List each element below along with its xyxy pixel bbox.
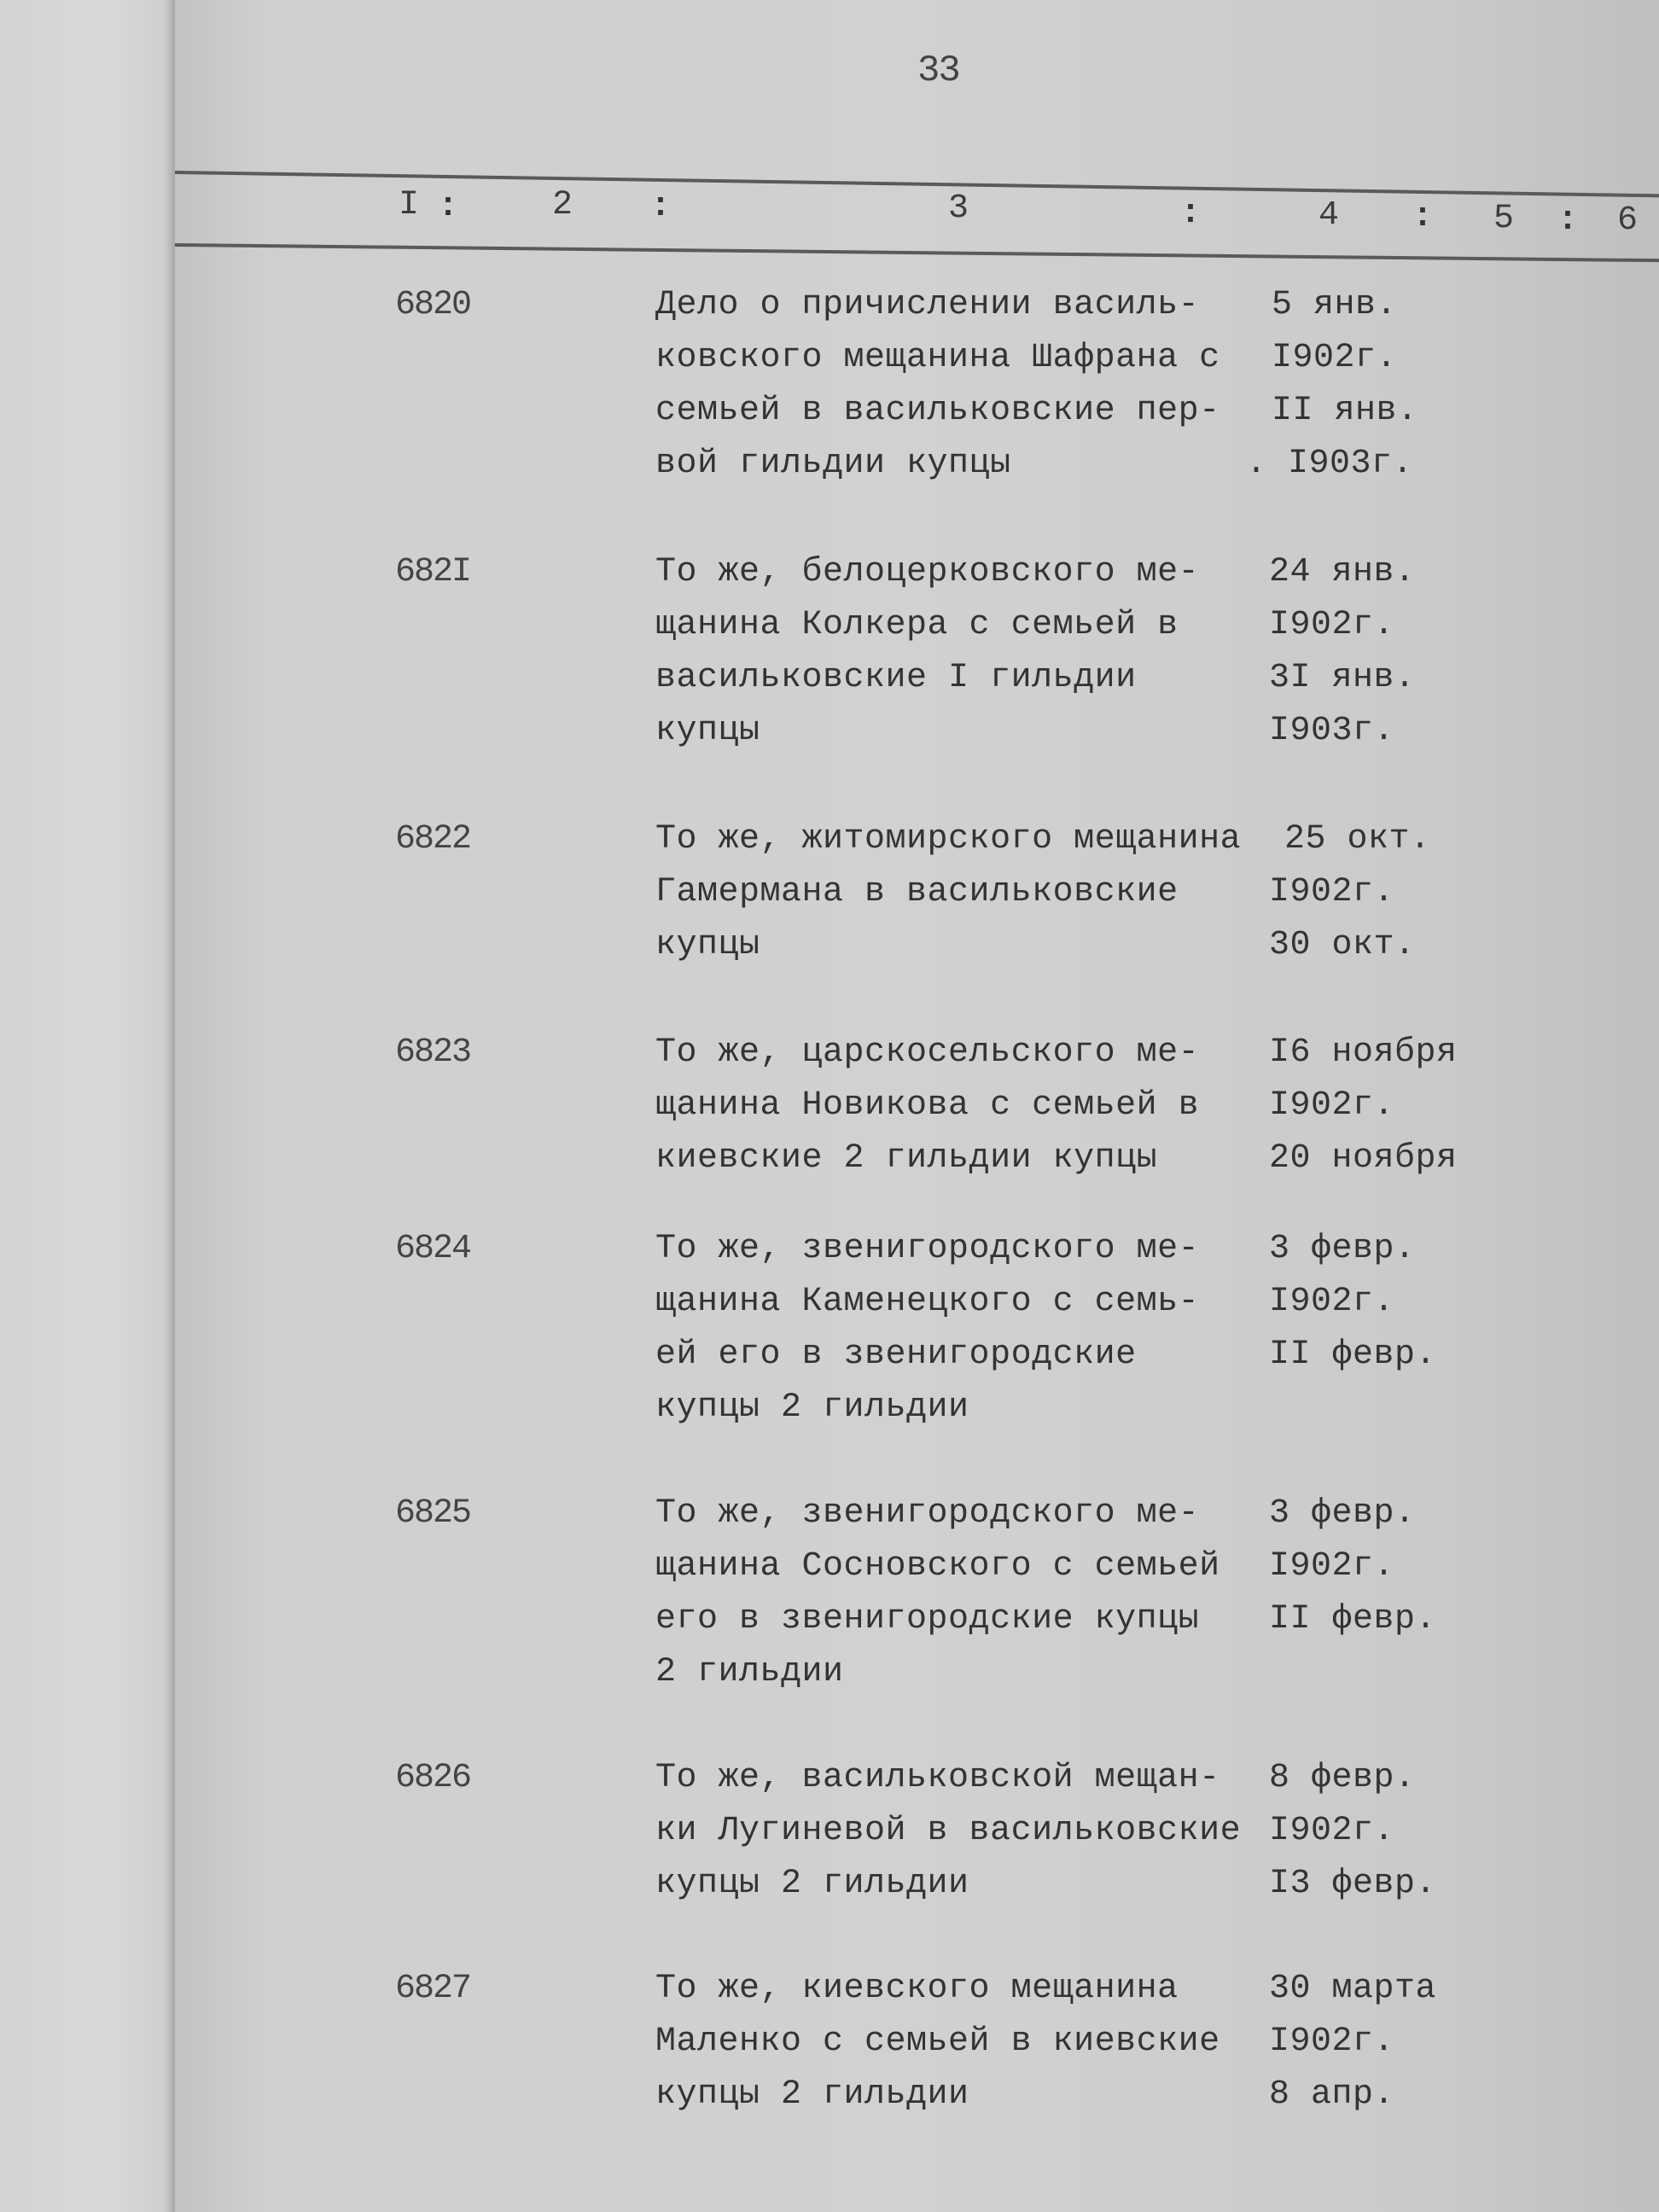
date-line: 30 марта [1269, 1970, 1437, 2008]
entry-number: 6826 [395, 1759, 471, 1797]
document-page [175, 0, 1659, 2212]
description-line: щанина Колкера с семьей в [655, 606, 1179, 644]
entry-description [655, 1487, 1220, 1699]
description-line: То же, киевского мещанина [655, 1970, 1179, 2008]
entry-number: 6824 [395, 1230, 471, 1268]
date-line: I6 ноября [1269, 1033, 1458, 1072]
entry-description [655, 1752, 1241, 1911]
description-line: 2 гильдии [655, 1653, 844, 1691]
entry-number: 6823 [395, 1033, 471, 1072]
date-line: 30 окт. [1269, 926, 1416, 964]
entry-number: 6827 [395, 1970, 471, 2008]
column-header-3: 3 [948, 189, 969, 228]
description-line: Маленко с семьей в киевские [655, 2023, 1220, 2061]
description-line: его в звенигородские купцы [655, 1600, 1200, 1639]
entry-description [655, 546, 1199, 758]
entry-number: 682I [395, 553, 471, 591]
date-line: 25 окт. [1284, 820, 1431, 859]
column-header-6: 6 [1617, 201, 1639, 240]
date-line: 8 апр. [1269, 2075, 1395, 2114]
entry-dates [1269, 1223, 1436, 1382]
description-line: щанина Сосновского с семьей [655, 1547, 1220, 1586]
description-line: ковского мещанина Шафрана с [655, 339, 1220, 377]
entry-dates [1269, 1752, 1436, 1911]
date-line: I3 февр. [1269, 1865, 1437, 1903]
column-separator: : [650, 188, 672, 226]
description-line: купцы 2 гильдии [655, 1865, 969, 1903]
entry-number: 6825 [395, 1494, 471, 1533]
date-line: I902г. [1269, 1086, 1395, 1125]
description-line: Гамермана в васильковские [655, 873, 1179, 911]
date-line: 3I янв. [1269, 659, 1416, 697]
description-line: То же, звенигородского ме- [655, 1230, 1200, 1268]
description-line: То же, звенигородского ме- [655, 1494, 1200, 1533]
entry-number: 6822 [395, 820, 471, 859]
date-line: 24 янв. [1269, 553, 1416, 591]
entry-description [655, 1223, 1199, 1435]
column-header-5: 5 [1493, 200, 1515, 238]
date-line: I902г. [1269, 873, 1395, 911]
entry-description [655, 1963, 1220, 2122]
description-line: То же, белоцерковского ме- [655, 553, 1200, 591]
description-line: ей его в звенигородские [655, 1336, 1137, 1374]
description-line: То же, царскосельского ме- [655, 1033, 1200, 1072]
description-line: киевские 2 гильдии купцы [655, 1139, 1158, 1178]
column-separator: : [1180, 195, 1202, 233]
previous-page-edge [0, 0, 175, 2212]
date-line: II янв. [1272, 392, 1418, 430]
description-line: вой гильдии купцы [655, 445, 1011, 483]
description-line: Дело о причислении василь- [655, 286, 1200, 324]
entry-description [655, 813, 1241, 972]
description-line: щанина Каменецкого с семь- [655, 1283, 1200, 1321]
entry-dates [1269, 546, 1416, 758]
entry-description [655, 1027, 1199, 1185]
description-line: купцы 2 гильдии [655, 2075, 969, 2114]
description-line: То же, житомирского мещанина [655, 820, 1242, 859]
date-line: . I903г. [1246, 445, 1414, 483]
date-line: 3 февр. [1269, 1494, 1416, 1533]
column-header-2: 2 [552, 186, 573, 224]
description-line: купцы [655, 926, 760, 964]
header-rule-bottom [175, 243, 1659, 262]
date-line: 3 февр. [1269, 1230, 1416, 1268]
entry-dates [1269, 1963, 1436, 2122]
page-number: 33 [917, 49, 959, 92]
description-line: щанина Новикова с семьей в [655, 1086, 1200, 1125]
date-line: I902г. [1269, 606, 1395, 644]
date-line: II февр. [1269, 1336, 1437, 1374]
description-line: васильковские I гильдии [655, 659, 1137, 697]
entry-dates [1269, 1027, 1458, 1185]
entry-dates [1246, 279, 1418, 491]
date-line: 20 ноября [1269, 1139, 1458, 1178]
date-line: 5 янв. [1272, 286, 1398, 324]
column-header-4: 4 [1318, 196, 1340, 235]
date-line: I902г. [1272, 339, 1398, 377]
date-line: I902г. [1269, 1547, 1395, 1586]
date-line: I903г. [1269, 712, 1395, 750]
date-line: 8 февр. [1269, 1759, 1416, 1797]
column-separator: : [1557, 201, 1579, 240]
description-line: То же, васильковской мещан- [655, 1759, 1220, 1797]
column-separator: : [438, 188, 459, 226]
description-line: семьей в васильковские пер- [655, 392, 1220, 430]
date-line: I902г. [1269, 1812, 1395, 1850]
entry-description [655, 279, 1220, 491]
description-line: ки Лугиневой в васильковские [655, 1812, 1242, 1850]
entry-dates [1269, 1487, 1436, 1646]
description-line: купцы [655, 712, 760, 750]
entry-dates [1269, 813, 1431, 972]
description-line: купцы 2 гильдии [655, 1388, 969, 1427]
header-rule-top [175, 171, 1659, 198]
date-line: II февр. [1269, 1600, 1437, 1639]
column-header-1: I [399, 186, 420, 224]
date-line: I902г. [1269, 2023, 1395, 2061]
entry-number: 6820 [395, 286, 471, 324]
date-line: I902г. [1269, 1283, 1395, 1321]
column-separator: : [1412, 198, 1434, 236]
